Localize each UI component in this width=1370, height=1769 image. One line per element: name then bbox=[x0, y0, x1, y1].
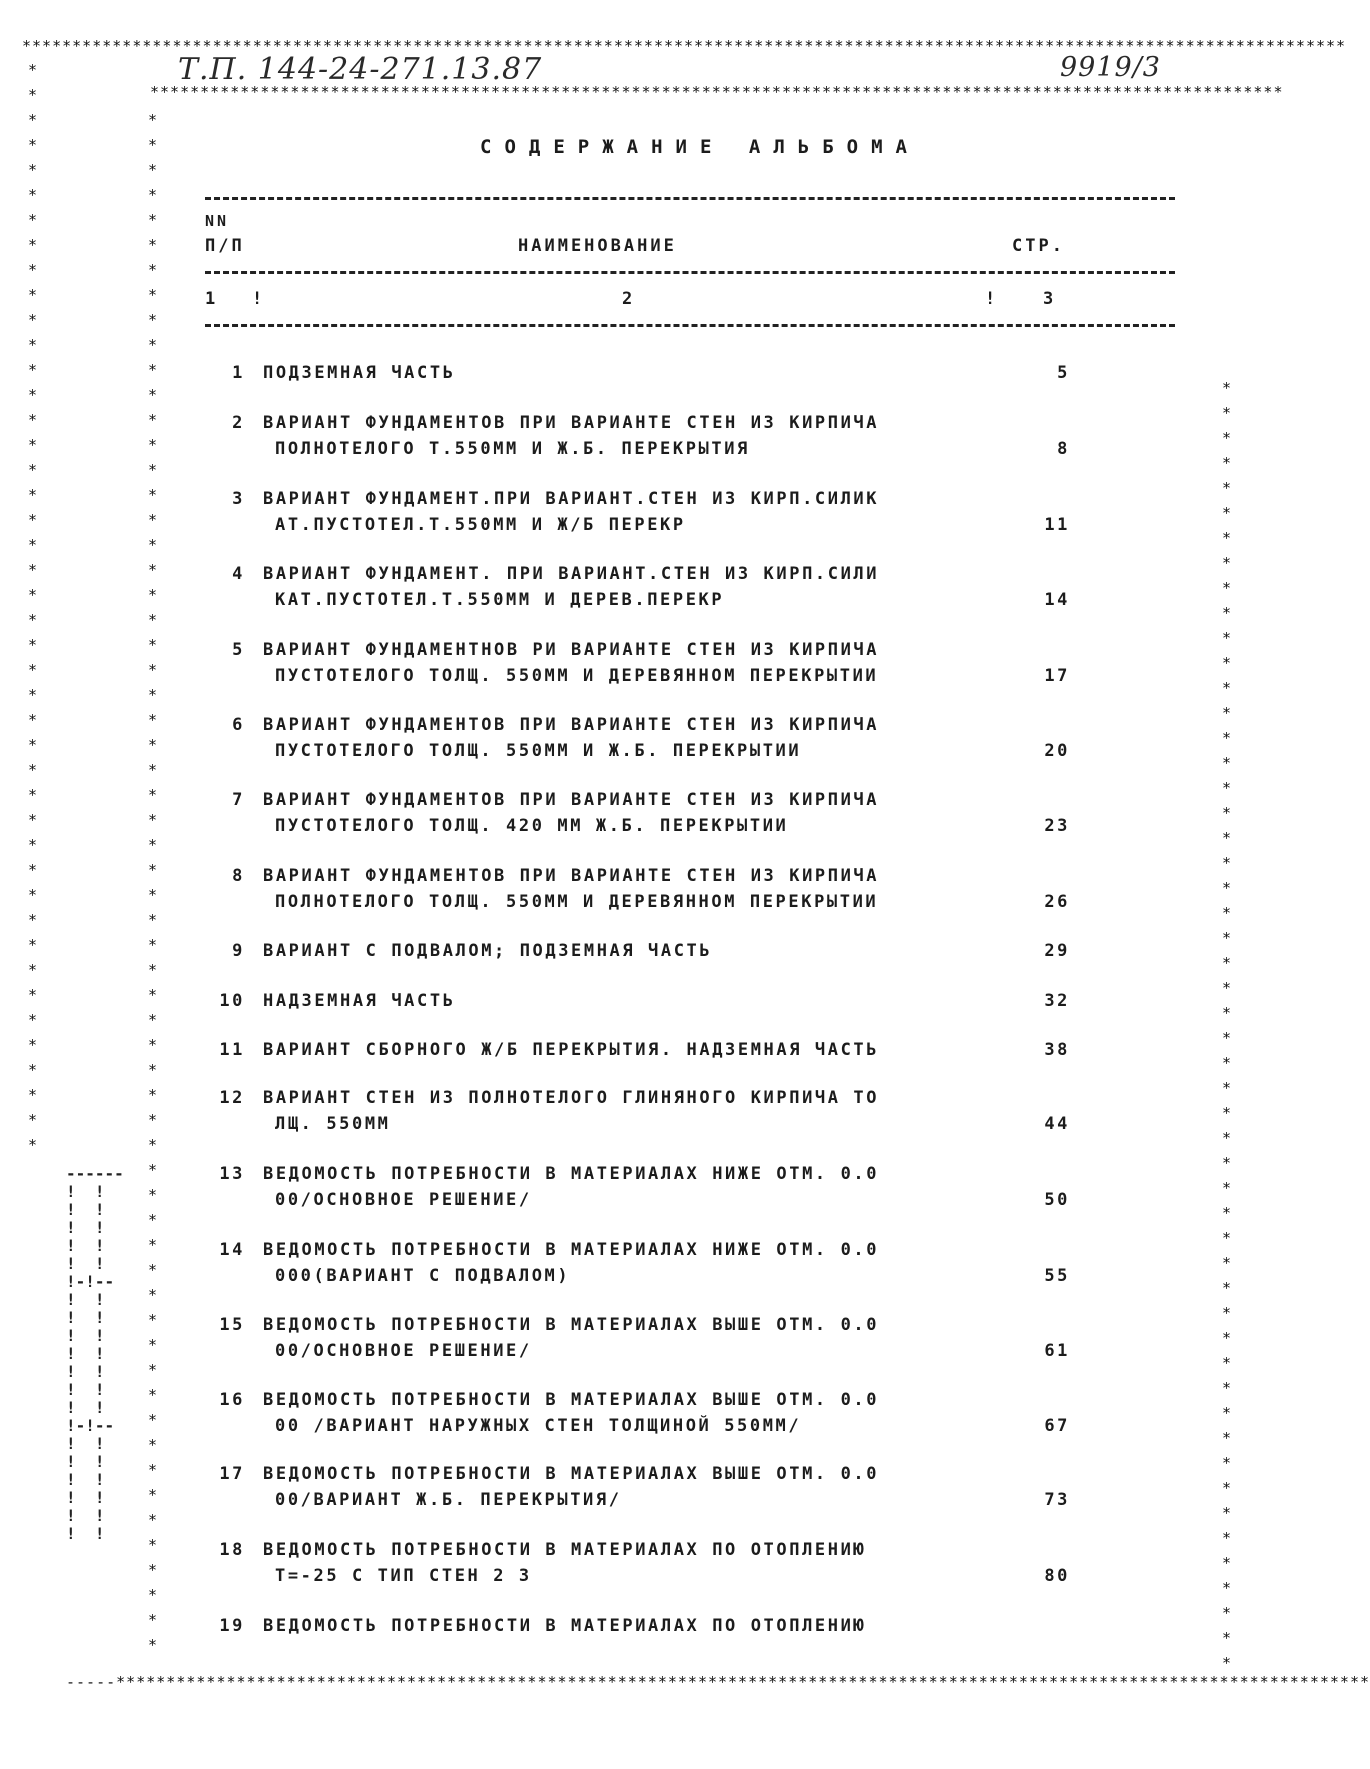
entry-title-line2: ПУСТОТЕЛОГО ТОЛЩ. 550ММ И ДЕРЕВЯННОМ ПЕРЕКРЫТИИ bbox=[275, 666, 879, 686]
border-star: * bbox=[148, 1061, 158, 1079]
entry-number: 6 bbox=[232, 715, 245, 735]
border-star: * bbox=[1222, 1254, 1232, 1272]
border-star: * bbox=[1222, 504, 1232, 522]
entry-page-number: 26 bbox=[1044, 892, 1070, 912]
contents-entry bbox=[215, 938, 1070, 964]
contents-entry bbox=[215, 1037, 1070, 1063]
border-star: * bbox=[28, 461, 38, 479]
border-star: * bbox=[28, 486, 38, 504]
border-star: * bbox=[148, 1611, 158, 1629]
entry-title-line2: ПУСТОТЕЛОГО ТОЛЩ. 550ММ И Ж.Б. ПЕРЕКРЫТИИ bbox=[275, 741, 802, 761]
col-page-label: СТР. bbox=[1012, 236, 1065, 256]
entry-number: 17 bbox=[219, 1464, 245, 1484]
entry-title-line2: ПОЛНОТЕЛОГО ТОЛЩ. 550ММ И ДЕРЕВЯННОМ ПЕРЕКРЫТИИ bbox=[275, 892, 879, 912]
border-star: * bbox=[148, 261, 158, 279]
border-star: * bbox=[1222, 1079, 1232, 1097]
border-star: * bbox=[28, 161, 38, 179]
border-star: * bbox=[28, 286, 38, 304]
border-star: * bbox=[148, 536, 158, 554]
border-star: * bbox=[28, 411, 38, 429]
entry-number: 19 bbox=[219, 1616, 245, 1636]
border-star: * bbox=[28, 986, 38, 1004]
border-star: * bbox=[148, 1261, 158, 1279]
border-star: * bbox=[28, 586, 38, 604]
border-star: * bbox=[148, 686, 158, 704]
border-star: * bbox=[1222, 1329, 1232, 1347]
border-star: * bbox=[1222, 1479, 1232, 1497]
entry-title-line1: ВАРИАНТ ФУНДАМЕНТ. ПРИ ВАРИАНТ.СТЕН ИЗ КИРП.СИЛИ bbox=[263, 564, 880, 584]
border-star: * bbox=[28, 811, 38, 829]
entry-title-line1: НАДЗЕМНАЯ ЧАСТЬ bbox=[263, 991, 456, 1011]
border-star: * bbox=[1222, 1179, 1232, 1197]
contents-entry bbox=[215, 1387, 1070, 1439]
border-star: * bbox=[148, 1236, 158, 1254]
col-nn-label: NN bbox=[205, 212, 230, 230]
border-star: * bbox=[1222, 804, 1232, 822]
entry-title-line2: 00/ОСНОВНОЕ РЕШЕНИЕ/ bbox=[275, 1190, 532, 1210]
entry-title bbox=[263, 1387, 1013, 1439]
border-star: * bbox=[148, 1211, 158, 1229]
entry-title-line2: 000(ВАРИАНТ С ПОДВАЛОМ) bbox=[275, 1266, 571, 1286]
index-sep-1: ! bbox=[252, 289, 266, 309]
border-star: * bbox=[28, 1111, 38, 1129]
page-title: СОДЕРЖАНИЕ АЛЬБОМА bbox=[480, 136, 920, 158]
border-star: * bbox=[28, 611, 38, 629]
border-star: * bbox=[148, 336, 158, 354]
contents-entry bbox=[215, 637, 1070, 689]
entry-page-number: 73 bbox=[1044, 1490, 1070, 1510]
border-star: * bbox=[28, 361, 38, 379]
entry-number: 10 bbox=[219, 991, 245, 1011]
entry-page-number: 80 bbox=[1044, 1566, 1070, 1586]
entry-title-line1: ВАРИАНТ ФУНДАМЕНТОВ ПРИ ВАРИАНТЕ СТЕН ИЗ КИРПИЧА bbox=[263, 715, 880, 735]
border-star: * bbox=[1222, 454, 1232, 472]
border-star: * bbox=[1222, 1529, 1232, 1547]
border-star: * bbox=[1222, 1354, 1232, 1372]
border-star: * bbox=[148, 561, 158, 579]
entry-page-number: 38 bbox=[1044, 1040, 1070, 1060]
border-star: * bbox=[148, 986, 158, 1004]
border-star: * bbox=[28, 1061, 38, 1079]
border-star: * bbox=[148, 1186, 158, 1204]
col-pp-label: П/П bbox=[205, 236, 245, 256]
border-star: * bbox=[148, 1286, 158, 1304]
album-number: 9919/3 bbox=[1060, 52, 1161, 83]
entry-page-number: 44 bbox=[1044, 1114, 1070, 1134]
border-star: * bbox=[148, 186, 158, 204]
entry-title-line2: ЛЩ. 550ММ bbox=[275, 1114, 391, 1134]
border-star: * bbox=[148, 961, 158, 979]
border-star: * bbox=[28, 936, 38, 954]
entry-page-number: 5 bbox=[1057, 363, 1070, 383]
border-star: * bbox=[1222, 929, 1232, 947]
entry-title-line1: ВАРИАНТ СТЕН ИЗ ПОЛНОТЕЛОГО ГЛИНЯНОГО КИРПИЧА ТО bbox=[263, 1088, 880, 1108]
border-star: * bbox=[28, 386, 38, 404]
border-star: * bbox=[148, 1636, 158, 1654]
entry-title bbox=[263, 486, 1013, 538]
border-star: * bbox=[28, 261, 38, 279]
entry-title-line1: ВАРИАНТ ФУНДАМЕНТОВ ПРИ ВАРИАНТЕ СТЕН ИЗ КИРПИЧА bbox=[263, 866, 880, 886]
entry-page-number: 14 bbox=[1044, 590, 1070, 610]
header-rule-middle bbox=[205, 271, 1175, 274]
border-star: * bbox=[1222, 429, 1232, 447]
entry-title bbox=[263, 1613, 1013, 1639]
entry-title-line2: Т=-25 С ТИП СТЕН 2 3 bbox=[275, 1566, 532, 1586]
entry-title-line2: КАТ.ПУСТОТЕЛ.Т.550ММ И ДЕРЕВ.ПЕРЕКР bbox=[275, 590, 725, 610]
border-star: * bbox=[28, 1086, 38, 1104]
border-star: * bbox=[28, 1036, 38, 1054]
entry-number: 4 bbox=[232, 564, 245, 584]
border-star: * bbox=[28, 186, 38, 204]
border-star: * bbox=[28, 661, 38, 679]
border-star: * bbox=[148, 711, 158, 729]
entry-number: 2 bbox=[232, 413, 245, 433]
entry-title-line1: ВЕДОМОСТЬ ПОТРЕБНОСТИ В МАТЕРИАЛАХ ПО ОТОПЛЕНИЮ bbox=[263, 1540, 867, 1560]
border-star: * bbox=[28, 511, 38, 529]
border-star: * bbox=[148, 736, 158, 754]
entry-title-line2: ПУСТОТЕЛОГО ТОЛЩ. 420 ММ Ж.Б. ПЕРЕКРЫТИИ bbox=[275, 816, 789, 836]
entry-page-number: 55 bbox=[1044, 1266, 1070, 1286]
border-star: * bbox=[148, 861, 158, 879]
border-star: * bbox=[28, 561, 38, 579]
border-star: * bbox=[1222, 1504, 1232, 1522]
entry-number: 18 bbox=[219, 1540, 245, 1560]
border-star: * bbox=[148, 1011, 158, 1029]
entry-page-number: 29 bbox=[1044, 941, 1070, 961]
border-star: * bbox=[28, 111, 38, 129]
entry-title bbox=[263, 1161, 1013, 1213]
border-star: * bbox=[148, 636, 158, 654]
contents-entry bbox=[215, 360, 1070, 386]
border-star: * bbox=[148, 836, 158, 854]
border-star: * bbox=[148, 586, 158, 604]
entry-page-number: 17 bbox=[1044, 666, 1070, 686]
index-col-1: 1 bbox=[205, 289, 219, 309]
border-star: * bbox=[28, 886, 38, 904]
border-star: * bbox=[28, 236, 38, 254]
contents-entry bbox=[215, 1312, 1070, 1364]
border-star: * bbox=[28, 61, 38, 79]
border-star: * bbox=[28, 136, 38, 154]
border-star: * bbox=[148, 1111, 158, 1129]
border-star: * bbox=[1222, 654, 1232, 672]
entry-title bbox=[263, 360, 1013, 386]
entry-number: 3 bbox=[232, 489, 245, 509]
entry-page-number: 50 bbox=[1044, 1190, 1070, 1210]
border-star: * bbox=[148, 811, 158, 829]
entry-number: 15 bbox=[219, 1315, 245, 1335]
border-star: * bbox=[28, 911, 38, 929]
border-star: * bbox=[1222, 1429, 1232, 1447]
entry-title bbox=[263, 1312, 1013, 1364]
border-star: * bbox=[1222, 529, 1232, 547]
border-star: * bbox=[148, 461, 158, 479]
border-star: * bbox=[28, 86, 38, 104]
border-star: * bbox=[1222, 629, 1232, 647]
contents-entry bbox=[215, 712, 1070, 764]
entry-title-line1: ВЕДОМОСТЬ ПОТРЕБНОСТИ В МАТЕРИАЛАХ ПО ОТОПЛЕНИЮ bbox=[263, 1616, 867, 1636]
entry-title-line1: ВЕДОМОСТЬ ПОТРЕБНОСТИ В МАТЕРИАЛАХ ВЫШЕ ОТМ. 0.0 bbox=[263, 1464, 880, 1484]
border-star: * bbox=[1222, 1629, 1232, 1647]
entry-title bbox=[263, 1085, 1013, 1137]
border-star: * bbox=[148, 311, 158, 329]
index-col-3: 3 bbox=[1043, 289, 1057, 309]
entry-page-number: 67 bbox=[1044, 1416, 1070, 1436]
border-star: * bbox=[148, 1386, 158, 1404]
border-star: * bbox=[148, 411, 158, 429]
entry-title-line1: ВАРИАНТ ФУНДАМЕНТНОВ РИ ВАРИАНТЕ СТЕН ИЗ КИРПИЧА bbox=[263, 640, 880, 660]
entry-title-line1: ВАРИАНТ ФУНДАМЕНТ.ПРИ ВАРИАНТ.СТЕН ИЗ КИРП.СИЛИК bbox=[263, 489, 880, 509]
border-star: * bbox=[1222, 1004, 1232, 1022]
border-star: * bbox=[148, 211, 158, 229]
header-star-border: ***************************************************************************************************************** bbox=[150, 83, 1284, 101]
border-star: * bbox=[148, 436, 158, 454]
border-star: * bbox=[28, 711, 38, 729]
border-star: * bbox=[1222, 1104, 1232, 1122]
entry-title bbox=[263, 863, 1013, 915]
border-star: * bbox=[148, 1411, 158, 1429]
entry-title-line1: ВЕДОМОСТЬ ПОТРЕБНОСТИ В МАТЕРИАЛАХ ВЫШЕ ОТМ. 0.0 bbox=[263, 1390, 880, 1410]
border-star: * bbox=[1222, 829, 1232, 847]
entry-number: 1 bbox=[232, 363, 245, 383]
border-star: * bbox=[28, 1136, 38, 1154]
border-star: * bbox=[148, 1511, 158, 1529]
entry-title-line1: ВЕДОМОСТЬ ПОТРЕБНОСТИ В МАТЕРИАЛАХ НИЖЕ ОТМ. 0.0 bbox=[263, 1240, 880, 1260]
col-name-label: НАИМЕНОВАНИЕ bbox=[518, 236, 677, 256]
header-rule-bottom bbox=[205, 324, 1175, 327]
border-star: * bbox=[28, 761, 38, 779]
entry-title-line2: ПОЛНОТЕЛОГО Т.550ММ И Ж.Б. ПЕРЕКРЫТИЯ bbox=[275, 439, 750, 459]
border-star: * bbox=[148, 911, 158, 929]
border-star: * bbox=[148, 1036, 158, 1054]
border-star: * bbox=[148, 1336, 158, 1354]
border-star: * bbox=[28, 1011, 38, 1029]
border-star: * bbox=[1222, 979, 1232, 997]
entry-number: 16 bbox=[219, 1390, 245, 1410]
contents-entry bbox=[215, 410, 1070, 462]
border-star: * bbox=[1222, 904, 1232, 922]
binding-margin-frame: ------ ! ! ! ! ! ! ! ! ! ! !-!-- ! ! ! ! ! ! ! ! ! ! ! ! ! ! !-!-- ! ! ! ! ! ! ! ! ! ! ! ! bbox=[66, 1164, 124, 1543]
border-star: * bbox=[148, 886, 158, 904]
contents-entry bbox=[215, 1461, 1070, 1513]
entry-title bbox=[263, 988, 1013, 1014]
border-star: * bbox=[148, 386, 158, 404]
border-star: * bbox=[28, 211, 38, 229]
entry-page-number: 23 bbox=[1044, 816, 1070, 836]
border-star: * bbox=[1222, 1229, 1232, 1247]
entry-title-line1: ПОДЗЕМНАЯ ЧАСТЬ bbox=[263, 363, 456, 383]
border-star: * bbox=[148, 111, 158, 129]
border-star: * bbox=[28, 861, 38, 879]
entry-title-line2: 00 /ВАРИАНТ НАРУЖНЫХ СТЕН ТОЛЩИНОЙ 550ММ/ bbox=[275, 1416, 802, 1436]
border-star: * bbox=[148, 611, 158, 629]
entry-title bbox=[263, 1461, 1013, 1513]
border-star: * bbox=[148, 1161, 158, 1179]
border-star: * bbox=[1222, 1604, 1232, 1622]
entry-page-number: 11 bbox=[1044, 515, 1070, 535]
border-star: * bbox=[1222, 1279, 1232, 1297]
border-star: * bbox=[148, 136, 158, 154]
border-star: * bbox=[1222, 954, 1232, 972]
border-star: * bbox=[148, 486, 158, 504]
border-star: * bbox=[1222, 754, 1232, 772]
border-star: * bbox=[28, 436, 38, 454]
border-star: * bbox=[1222, 1454, 1232, 1472]
entry-title-line1: ВАРИАНТ СБОРНОГО Ж/Б ПЕРЕКРЫТИЯ. НАДЗЕМНАЯ ЧАСТЬ bbox=[263, 1040, 880, 1060]
entry-number: 9 bbox=[232, 941, 245, 961]
border-star: * bbox=[148, 286, 158, 304]
border-star: * bbox=[1222, 704, 1232, 722]
entry-number: 13 bbox=[219, 1164, 245, 1184]
entry-page-number: 20 bbox=[1044, 741, 1070, 761]
entry-title-line1: ВЕДОМОСТЬ ПОТРЕБНОСТИ В МАТЕРИАЛАХ НИЖЕ ОТМ. 0.0 bbox=[263, 1164, 880, 1184]
contents-entry bbox=[215, 1537, 1070, 1589]
entry-title-line1: ВАРИАНТ ФУНДАМЕНТОВ ПРИ ВАРИАНТЕ СТЕН ИЗ КИРПИЧА bbox=[263, 413, 880, 433]
entry-title-line1: ВАРИАНТ С ПОДВАЛОМ; ПОДЗЕМНАЯ ЧАСТЬ bbox=[263, 941, 713, 961]
entry-title bbox=[263, 1537, 1013, 1589]
document-code: Т.П. 144-24-271.13.87 bbox=[178, 52, 543, 87]
border-star: * bbox=[28, 786, 38, 804]
border-star: * bbox=[28, 311, 38, 329]
contents-entry bbox=[215, 1237, 1070, 1289]
entry-title-line2: 00/ВАРИАНТ Ж.Б. ПЕРЕКРЫТИЯ/ bbox=[275, 1490, 622, 1510]
border-star: * bbox=[148, 236, 158, 254]
border-star: * bbox=[148, 661, 158, 679]
entry-title-line1: ВЕДОМОСТЬ ПОТРЕБНОСТИ В МАТЕРИАЛАХ ВЫШЕ ОТМ. 0.0 bbox=[263, 1315, 880, 1335]
border-star: * bbox=[1222, 779, 1232, 797]
border-star: * bbox=[1222, 1204, 1232, 1222]
border-star: * bbox=[28, 536, 38, 554]
border-star: * bbox=[1222, 1129, 1232, 1147]
contents-entry bbox=[215, 1085, 1070, 1137]
border-star: * bbox=[148, 786, 158, 804]
entry-number: 7 bbox=[232, 790, 245, 810]
border-star: * bbox=[148, 1561, 158, 1579]
border-star: * bbox=[148, 761, 158, 779]
entry-title bbox=[263, 410, 1013, 462]
border-star: * bbox=[1222, 604, 1232, 622]
border-star: * bbox=[1222, 1304, 1232, 1322]
border-star: * bbox=[148, 1361, 158, 1379]
entry-title-line1: ВАРИАНТ ФУНДАМЕНТОВ ПРИ ВАРИАНТЕ СТЕН ИЗ КИРПИЧА bbox=[263, 790, 880, 810]
border-star: * bbox=[1222, 479, 1232, 497]
border-star: * bbox=[148, 361, 158, 379]
contents-entry bbox=[215, 486, 1070, 538]
border-star: * bbox=[1222, 729, 1232, 747]
border-star: * bbox=[148, 1461, 158, 1479]
border-star: * bbox=[148, 1486, 158, 1504]
border-star: * bbox=[148, 1311, 158, 1329]
entry-title bbox=[263, 712, 1013, 764]
border-star: * bbox=[1222, 554, 1232, 572]
border-star: * bbox=[1222, 1579, 1232, 1597]
border-star: * bbox=[1222, 579, 1232, 597]
entry-number: 11 bbox=[219, 1040, 245, 1060]
entry-number: 14 bbox=[219, 1240, 245, 1260]
border-star: * bbox=[148, 936, 158, 954]
contents-entry bbox=[215, 988, 1070, 1014]
border-star: * bbox=[28, 686, 38, 704]
border-star: * bbox=[148, 1436, 158, 1454]
border-star: * bbox=[148, 1536, 158, 1554]
entry-page-number: 8 bbox=[1057, 439, 1070, 459]
border-star: * bbox=[1222, 1554, 1232, 1572]
index-sep-2: ! bbox=[985, 289, 999, 309]
border-star: * bbox=[1222, 879, 1232, 897]
border-star: * bbox=[1222, 379, 1232, 397]
border-star: * bbox=[28, 636, 38, 654]
border-star: * bbox=[1222, 404, 1232, 422]
border-star: * bbox=[1222, 1404, 1232, 1422]
border-star: * bbox=[148, 511, 158, 529]
border-star: * bbox=[28, 736, 38, 754]
border-star: * bbox=[1222, 1154, 1232, 1172]
border-star: * bbox=[1222, 854, 1232, 872]
border-star: * bbox=[1222, 679, 1232, 697]
contents-entry bbox=[215, 863, 1070, 915]
entry-title-line2: АТ.ПУСТОТЕЛ.Т.550ММ И Ж/Б ПЕРЕКР bbox=[275, 515, 686, 535]
entry-title bbox=[263, 561, 1013, 613]
entry-number: 8 bbox=[232, 866, 245, 886]
contents-entry bbox=[215, 1161, 1070, 1213]
border-star: * bbox=[1222, 1029, 1232, 1047]
border-star: * bbox=[148, 1086, 158, 1104]
top-star-border: ************************************************************************************************************************************ bbox=[22, 37, 1347, 55]
header-rule-top bbox=[205, 197, 1175, 200]
border-star: * bbox=[28, 836, 38, 854]
entry-title bbox=[263, 938, 1013, 964]
entry-title-line2: 00/ОСНОВНОЕ РЕШЕНИЕ/ bbox=[275, 1341, 532, 1361]
border-star: * bbox=[28, 336, 38, 354]
border-star: * bbox=[28, 961, 38, 979]
border-star: * bbox=[1222, 1654, 1232, 1672]
entry-number: 12 bbox=[219, 1088, 245, 1108]
contents-entry bbox=[215, 1613, 1070, 1639]
entry-title bbox=[263, 637, 1013, 689]
border-star: * bbox=[1222, 1379, 1232, 1397]
border-star: * bbox=[1222, 1054, 1232, 1072]
entry-title bbox=[263, 787, 1013, 839]
entry-page-number: 61 bbox=[1044, 1341, 1070, 1361]
entry-number: 5 bbox=[232, 640, 245, 660]
border-star: * bbox=[148, 1136, 158, 1154]
bottom-star-border: -----***************************************************************************************************************************** bbox=[66, 1673, 1370, 1691]
border-star: * bbox=[148, 1586, 158, 1604]
index-col-2: 2 bbox=[622, 289, 636, 309]
contents-entry bbox=[215, 561, 1070, 613]
entry-title bbox=[263, 1237, 1013, 1289]
contents-entry bbox=[215, 787, 1070, 839]
entry-page-number: 32 bbox=[1044, 991, 1070, 1011]
border-star: * bbox=[148, 161, 158, 179]
entry-title bbox=[263, 1037, 1013, 1063]
